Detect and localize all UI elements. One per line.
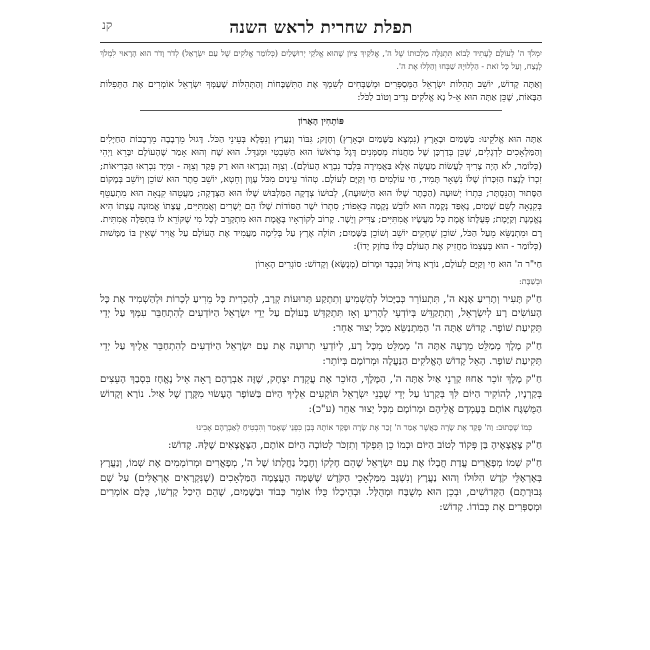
main-paragraph: אַתָּה הוּא אֱלֹקֵינוּ: בַּשָּׁמַיִם וּבָאָרֶץ (נִמְצָא בַּשָּׁמַיִם וּבָאָרֶץ) וְחָזָק; גִּבּוֹר וְנַעֲרָץ וְנִפְלָא בְּעֵינֵי הַכֹּל. דָּגוּל מֵרְבָבָה מֵרְבָבוֹת הַחַיָּלִים וְהַמַּלְאָכִים לִדְגָלִים, שֶׁכֵּן בְּדַרְכָּן שֶׁל מַחֲנוֹת מְסַמְּנִים דֶּגֶל בְּרֹאשׁוֹ הוּא הַשִּׁבְטִי וּמְגַדֵּל. הוּא שָׁח וְהוּא אָמַר שֶׁהָעוֹלָם יִבָּרֵא וַיְהִי (כְּלוֹמַר, לֹא הָיָה צָרִיךְ לַעֲשׂוֹת מַעֲשֶׂה אֶלָּא בַּאֲמִירָה בִּלְבַד נִבְרָא הָעוֹלָם). וְצִוָּה וְנִבְרָאוּ הוּא רַק פָּקַד וְצִוָּה - וּמִיָּד נִבְרְאוּ הַבְּרִיאוֹת; זִכְרוֹ לָנֶצַח הַזִּכָּרוֹן שֶׁלּוֹ נִשְׁאָר תָּמִיד, חַי עוֹלָמִים חַי וְקַיָּם לְעוֹלָם. טְהוֹר עֵינַיִם מִכֹּל עָוֶון וְחֵטְא, יוֹשֵׁב סֵתֶר הוּא שׁוֹכֵן וְיוֹשֵׁב בְּמָקוֹם הַסָּתוּר וְהַנִּסְתָּר; כִּתְרוֹ יְשׁוּעָה (הַכֶּתֶר שֶׁלּוֹ הוּא הַיְשׁוּעָה), לְבוּשׁוֹ צְדָקָה הַמַּלְבּוּשׁ שֶׁלּוֹ הוּא הַצְּדָקָה; מַעֲטֵהוּ קִנְאָה הוּא מִתְעַטֵּף בְּקִנְאָה לְשֵׁם שָׁמַיִם, נֶאְפַּד נְקָמָה הוּא לוֹבֵשׁ נְקָמָה כְּאֵפוֹד; סִתְרוֹ יֹשֶׁר הַסּוֹדוֹת שֶׁלּוֹ הֵם יְשָׁרִים וְאֲמִתִּיִּים, עֲצָתוֹ אֱמוּנָה עֲצָתוֹ הִיא נֶאֱמֶנֶת וְקַיֶּמֶת; פְּעֻלָּתוֹ אֱמֶת כָּל מַעֲשָׂיו אֲמִתִּיִּים; צַדִּיק וְיָשָׁר. קָרוֹב לְקוֹרְאָיו בֶּאֱמֶת הוּא מִתְקָרֵב לְכָל מִי שֶׁקּוֹרֵא לוֹ בִּתְפִלָּה אֲמִתִּית. רָם וּמִתְנַשֵּׂא מֵעַל הַכֹּל, שׁוֹכֵן שְׁחָקִים יוֹשֵׁב וְשׁוֹכֵן בַּשָּׁמַיִם; תּוֹלֶה אֶרֶץ עַל בְּלִימָה מַעֲמִיד אֶת הָעוֹלָם עַל אֲוִיר שֶׁאֵין בּוֹ מַמָּשׁוּת (כְּלוֹמַר - הוּא בְּעַצְמוֹ מַחֲזִיק אֶת הָעוֹלָם כֻּלּוֹ בַּחֹזֶק יָדוֹ): — [100, 134, 542, 253]
page-header — [100, 14, 542, 43]
verse-2: חַ"ק מֶלֶךְ מְמַלֵּט מֵרָעָה אַתָּה ה' מְמַלֵּט מִכָּל רָע, לְיוֹדְעֵי תְרוּעָה אֶת עַם יִשְׂרָאֵל הַיּוֹדְעִים לְהִתְחַבֵּר אֵלֶיךָ עַל יְדֵי תְּקִיעַת שׁוֹפָר. הָאֵל קָדוֹשׁ הָאֱלֹקִים הַנַּעֲלֶה וּמְרוֹמָם בְּיוֹתֵר: — [100, 341, 542, 367]
verse-3: חַ"ק מֶלֶךְ זוֹכֵר אַחוּז קַרְנֵי אַיִל אַתָּה ה', הַמֶּלֶךְ, הַזּוֹכֵר אֶת עֲקֵדַת יִצְחָק, שֶׁזֶּה אַבְרָהָם רָאָה אֵיל נֶאֱחָז בִּסְבַךְ הָעֵצִים בְּקַרְנָיו, לְהוֹקִיר הַיּוֹם לִּךְ בְּקַרְנוֹ עַל יְדֵי שֶׁבְּנֵי יִשְׂרָאֵל תּוֹקְעִים אֵלֶיךָ הַיּוֹם בַּשּׁוֹפָר הֶעָשׂוּי מִקֶּרֶן שֶׁל אַיִל. נוֹרָא וְקָדוֹשׁ הַמֻּשְׁגָּח אוֹתָם בְּעָמְדָם אֲלֵיהֶם וּמְרוֹמָם מִכָּל יְצוּר אַחֵר (ע"כ): — [100, 374, 542, 415]
divider — [140, 110, 502, 111]
closing-verse: חַ"ק צֶאֱצָאֶיהָ בַּן פְּקוֹד לְטוֹב הַיּוֹם וּכְמוֹ כֵן תִּפְקֹד וְתִזְכֹּר לְטוֹבָה הַיּוֹם אוֹתָם, הַצֶּאֱצָאִים שֶׁלָּהּ. קָדוֹשׁ: — [167, 439, 542, 451]
page-title: תפלת שחרית לראש השנה — [229, 18, 413, 38]
paragraph-kadosh: וְאַתָּה קָדוֹשׁ, יוֹשֵׁב תְּהִלּוֹת יִשְׂרָאֵל הַמְּסַפְּרִים וּמְשַׁבְּחִים לְשִׁמְךָ אֶת הַתִּשְׁבָּחוֹת וְהַתְּהִלּוֹת שֶׁעַמְּךָ יִשְׂרָאֵל אוֹמְרִים אֶת הַתְּפִלּוֹת הַבָּאוֹת, שֶׁכֵּן אַתָּה הוּא אֵ-ל נָא אֱלֹקִים נְדִיב וְטוֹב לַכֹּל: — [100, 78, 542, 104]
after-main-line: חַיּ"ר ה' הוּא חַי וְקַיָּם לְעוֹלָם, נוֹרָא גָּדוֹל וְנִכְבָּד וּמָרוֹם (מְנֻשָּׂא) וְקָדוֹשׁ: סוֹגְרִים הָאָרוֹן — [255, 258, 542, 270]
kaf-note: כְּמוֹ שֶׁכָּתוּב: וַה' פָּקַד אֶת שָׂרָה כַּאֲשֶׁר אָמַר ה' זָכַר אֶת שָׂרָה וּפָקַד אוֹתָהּ בְּבֵן כִּפְנֵי שֶׁאָמַר וְהִבְטִיחַ לְאַבְרָהָם אָבִינוּ — [196, 423, 532, 433]
section-title: פּוֹתְחִין הָאָרוֹן — [298, 116, 344, 127]
shabbat-note: וּבְשַׁבָּת: — [519, 277, 542, 287]
last-paragraph: חַ"ק שְׁמוֹ מְפָאֲרִים עֲדַת חֲבָלוֹ אֶת עַם יִשְׂרָאֵל שֶׁהֵם חֶלְקוֹ וְחֶבֶל נַחֲלָתוֹ שֶׁל ה', מְפָאֲרִים וּמְרוֹמְמִים אֶת שְׁמוֹ, וְנַעֲרָץ בְּאֶרְאֶלֵּי קֹדֶשׁ הִלּוּלוֹ וְהוּא נַעֲרָץ וְנִשְׁגָּב מִמַּלְאָכֵי הַקֹּדֶשׁ שֶׁשָּׁמָּה הָעֲצָמָה הַמַּלְאָכִים (שֶׁנִּקְרָאִים אֶרְאֶלִּים) עַל שֶׁם גְּבוּרָתָם) הַקְּדוֹשִׁים, וּבְכֵן הוּא מְשֻׁבָּח וּמְהֻלָּל. וּבְהֵיכָלוֹ כֻּלּוֹ אוֹמֵר כָּבוֹד וּבַשָּׁמַיִם, שֶׁהֵם הֵיכַל קָדְשׁוֹ, כֻּלָּם אוֹמְרִים וּמְסַפְּרִים אֶת כְּבוֹדוֹ. קָדוֹשׁ: — [100, 458, 542, 514]
page-number: קנ — [102, 18, 113, 32]
verse-1: חַ"ק תָּעִיר וְתָרִיעַ אָנָּא ה', תִּתְעוֹרֵר כְּבַיָּכוֹל לְהַשְׁמִיעַ וְתִתְקַע תְּרוּעוֹת קְרָב, לְהַכְרִית כָּל מֵרִיעַ לְכָרוֹת וּלְהַשְׁמִיד אֶת כָּל הָעוֹשִׂים רָע לְיִשְׂרָאֵל, וְתִתְקַדֵּשׁ בְּיוֹדְעֵי לְהָרִיעַ וְאָז תִּתְקַדֵּשׁ בָּעוֹלָם עַל יְדֵי יִשְׂרָאֵל הַיּוֹדְעִים לְהִתְחַבֵּר עִמְּךָ עַל יְדֵי תְּקִיעַת שׁוֹפָר. קָדוֹשׁ אַתָּה ה' הַמִּתְנַשֵּׂא מִכָּל יְצוּר אַחֵר: — [100, 293, 542, 334]
document-body — [100, 47, 542, 516]
paragraph-intro: יִמְלֹךְ ה' לְעוֹלָם לֶעָתִיד לָבוֹא תִּתְגַּלֶּה מַלְכוּתוֹ שֶׁל ה', אֱלֹקַיִךְ צִיּוֹן שֶׁהוּא אֱלֹקֵי יְרוּשָׁלַיִם (כְּלוֹמַר אֱלֹקִים שֶׁל עַם יִשְׂרָאֵל) לְדֹר וָדֹר הוּא הָרָאוּי לִמְלֹךְ לָנֶצַח, וְעַל כָּל זֹאת - הַלְלוּיָהּ שַׁבְּחוּ וְהַלְּלוּ אֶת ה'. — [100, 49, 542, 72]
